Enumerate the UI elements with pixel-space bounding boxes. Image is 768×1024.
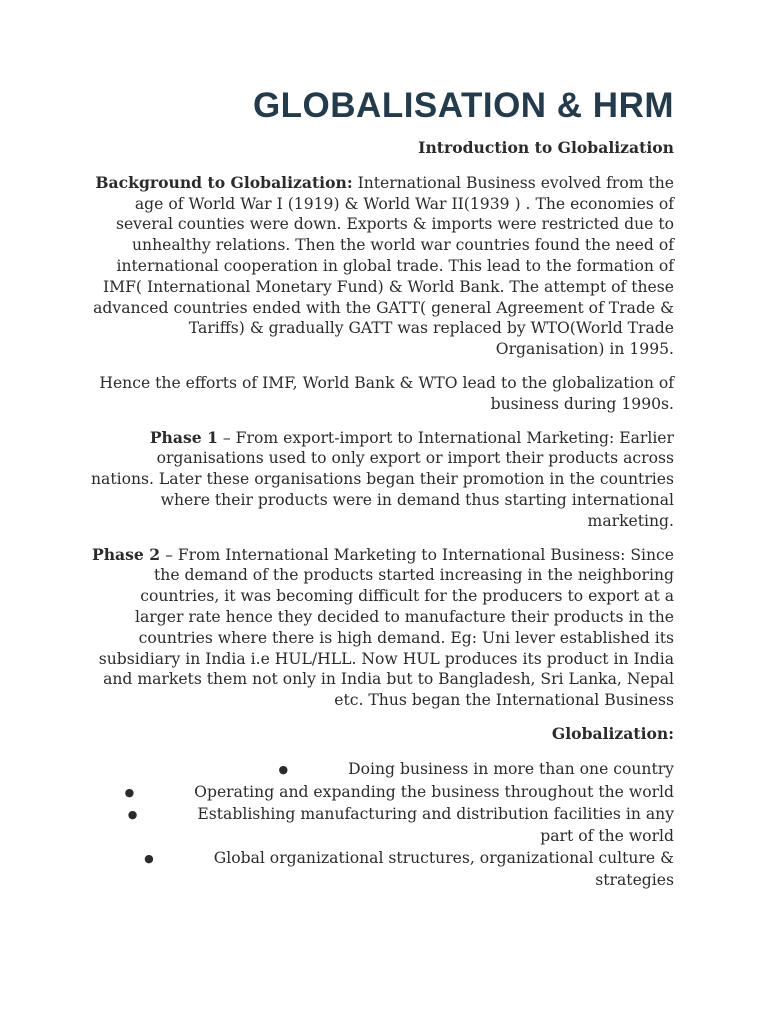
background-label: Background to Globalization: [95,172,353,192]
bullet-icon: ● [278,762,289,776]
list-item-text: Establishing manufacturing and distribution facilities in any part of the world [197,805,674,846]
list-item-text: Global organizational structures, organizational culture & strategies [213,848,674,889]
list-item [90,804,674,847]
phase-1-label: Phase 1 [149,427,218,447]
phase-1-text: – From export-import to International Marketing: Earlier organisations used to only export or import their products across nations. Later these organisations began their promotion in the countries where their products were in demand thus starting international marketing. [90,428,674,530]
phase-2-label: Phase 2 [91,544,161,564]
paragraph-phase-2 [90,545,674,711]
paragraph-hence: Hence the efforts of IMF, World Bank & WTO lead to the globalization of business during 1990s. [99,373,674,413]
bullet-icon: ● [127,808,138,822]
document-title: GLOBALISATION & HRM [252,86,674,125]
list-item-text: Doing business in more than one country [348,759,674,778]
list-item-text: Operating and expanding the business throughout the world [194,782,674,801]
phase-2-text: – From International Marketing to International Business: Since the demand of the products started increasing in the neighboring countries, it was becoming difficult for the producers to export at a larger rate hence they decided to manufacture their products in the countries where there is high demand. Eg: Uni lever established its subsidiary in India i.e HUL/HLL. Now HUL produces its product in India and markets them not only in India but to Bangladesh, Sri Lanka, Nepal etc. Thus began the International Business [98,545,674,710]
section-heading-globalization: Globalization: [551,723,674,743]
document-page [90,82,674,892]
list-item [90,782,674,804]
paragraph-phase-1 [90,428,674,532]
list-item [90,848,674,891]
background-text: International Business evolved from the age of World War I (1919) & World War II(1939 ) . The economies of several counties were down. Exports & imports were restricted due to unhealthy relations. Then the world war countries found the need of international cooperation in global trade. This lead to the formation of IMF( International Monetary Fund) & World Bank. The attempt of these advanced countries ended with the GATT( general Agreement of Trade & Tariffs) & gradually GATT was replaced by WTO(World Trade Organisation) in 1995. [93,173,674,359]
globalization-bullet-list [90,759,674,891]
bullet-icon: ● [124,785,135,799]
paragraph-background [90,173,674,360]
bullet-icon: ● [144,851,154,865]
section-heading-introduction: Introduction to Globalization [418,138,674,157]
list-item [90,759,674,781]
